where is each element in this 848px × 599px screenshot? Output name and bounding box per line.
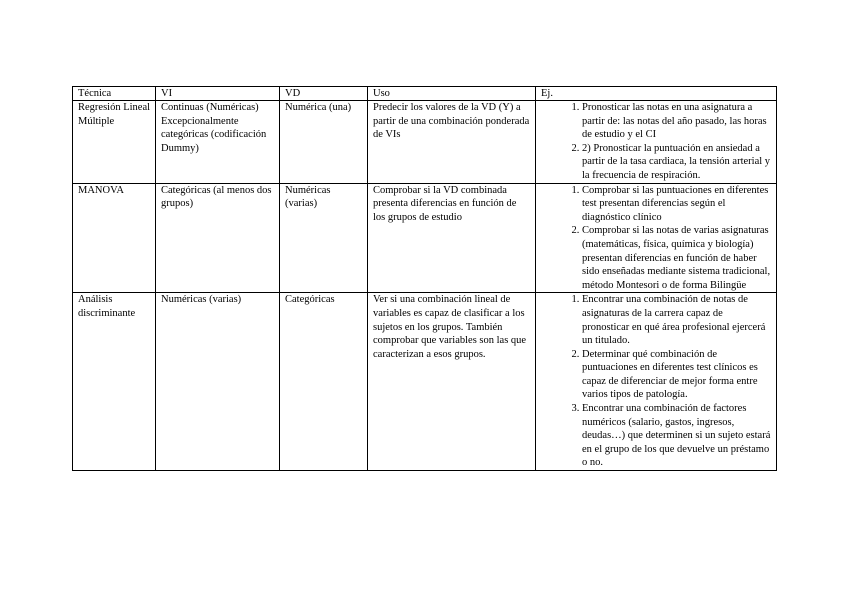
examples-list <box>541 101 772 183</box>
header-vd: VD <box>280 87 368 101</box>
header-vi: VI <box>156 87 280 101</box>
uso-cell: Predecir los valores de la VD (Y) a partir de una combinación ponderada de VIs <box>368 101 536 184</box>
examples-list <box>541 184 772 293</box>
ejemplos-cell <box>536 183 777 293</box>
list-item: 1. Encontrar una combinación de notas de asignaturas de la carrera capaz de pronosticar en qué área profesional ejercerá un titulado. <box>582 293 772 347</box>
list-item: 1. Comprobar si las puntuaciones en diferentes test presentan diferencias según el diagnóstico clínico <box>582 184 772 225</box>
uso-cell: Ver si una combinación lineal de variables es capaz de clasificar a los sujetos en los grupos. También comprobar que variables son las que caracterizan a esos grupos. <box>368 293 536 471</box>
list-item: 2. Determinar qué combinación de puntuaciones en diferentes test clínicos es capaz de diferenciar de mejor forma entre varios tipos de patología. <box>582 348 772 402</box>
vd-cell: Categóricas <box>280 293 368 471</box>
list-item: 2. Comprobar si las notas de varias asignaturas (matemáticas, física, química y biología) presentan diferencias en función de haber sido enseñadas mediante sistema tradicional, método Montesori o de forma Bilingüe <box>582 224 772 292</box>
uso-cell: Comprobar si la VD combinada presenta diferencias en función de los grupos de estudio <box>368 183 536 293</box>
table-row <box>73 183 777 293</box>
vd-cell: Numéricas (varias) <box>280 183 368 293</box>
header-row <box>73 87 777 101</box>
ejemplos-cell <box>536 101 777 184</box>
examples-list <box>541 293 772 470</box>
vi-cell: Categóricas (al menos dos grupos) <box>156 183 280 293</box>
tecnica-cell: Regresión Lineal Múltiple <box>73 101 156 184</box>
list-item: 2. 2) Pronosticar la puntuación en ansiedad a partir de la tasa cardiaca, la tensión arterial y la frecuencia de respiración. <box>582 142 772 183</box>
vi-cell: Continuas (Numéricas) Excepcionalmente categóricas (codificación Dummy) <box>156 101 280 184</box>
vd-cell: Numérica (una) <box>280 101 368 184</box>
list-item: 1. Pronosticar las notas en una asignatura a partir de: las notas del año pasado, las horas de estudio y el CI <box>582 101 772 142</box>
list-item: 3. Encontrar una combinación de factores numéricos (salario, gastos, ingresos, deudas…) que determinen si un sujeto estará en el grupo de los que devuelve un préstamo o no. <box>582 402 772 470</box>
table-row <box>73 293 777 471</box>
tecnica-cell: MANOVA <box>73 183 156 293</box>
table-row <box>73 101 777 184</box>
ejemplos-cell <box>536 293 777 471</box>
vi-cell: Numéricas (varias) <box>156 293 280 471</box>
header-uso: Uso <box>368 87 536 101</box>
techniques-table <box>72 86 777 471</box>
header-tecnica: Técnica <box>73 87 156 101</box>
header-ejemplos: Ej. <box>536 87 777 101</box>
tecnica-cell: Análisis discriminante <box>73 293 156 471</box>
